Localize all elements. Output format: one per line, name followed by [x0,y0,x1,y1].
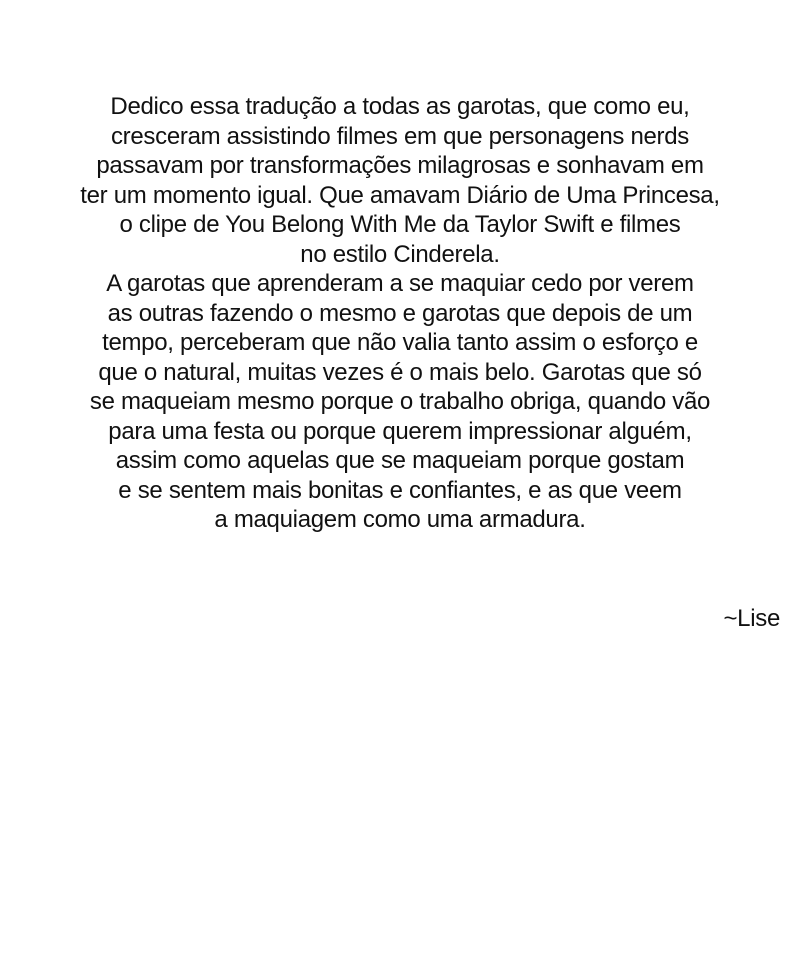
dedication-line: se maqueiam mesmo porque o trabalho obriga, quando vão [89,388,711,415]
dedication-text [60,92,740,535]
dedication-line: no estilo Cinderela. [300,240,500,268]
dedication-line: passavam por transformações milagrosas e sonhavam em [96,152,704,179]
dedication-line: que o natural, muitas vezes é o mais belo. Garotas que só [98,358,702,386]
dedication-line: assim como aquelas que se maqueiam porque gostam [115,447,685,474]
dedication-line: e se sentem mais bonitas e confiantes, e as que veem [118,476,682,504]
dedication-line: tempo, perceberam que não valia tanto assim o esforço e [102,329,698,356]
dedication-line: ter um momento igual. Que amavam Diário de Uma Princesa, [80,181,720,209]
signature: ~Lise [723,605,780,632]
dedication-line: Dedico essa tradução a todas as garotas, que como eu, [110,93,690,120]
dedication-line: as outras fazendo o mesmo e garotas que depois de um [107,299,693,327]
dedication-line: o clipe de You Belong With Me da Taylor Swift e filmes [119,211,681,238]
dedication-line: cresceram assistindo filmes em que personagens nerds [110,122,689,150]
dedication-line: a maquiagem como uma armadura. [214,506,586,533]
dedication-line: para uma festa ou porque querem impressionar alguém, [108,417,692,445]
dedication-line: A garotas que aprenderam a se maquiar cedo por verem [106,270,694,297]
